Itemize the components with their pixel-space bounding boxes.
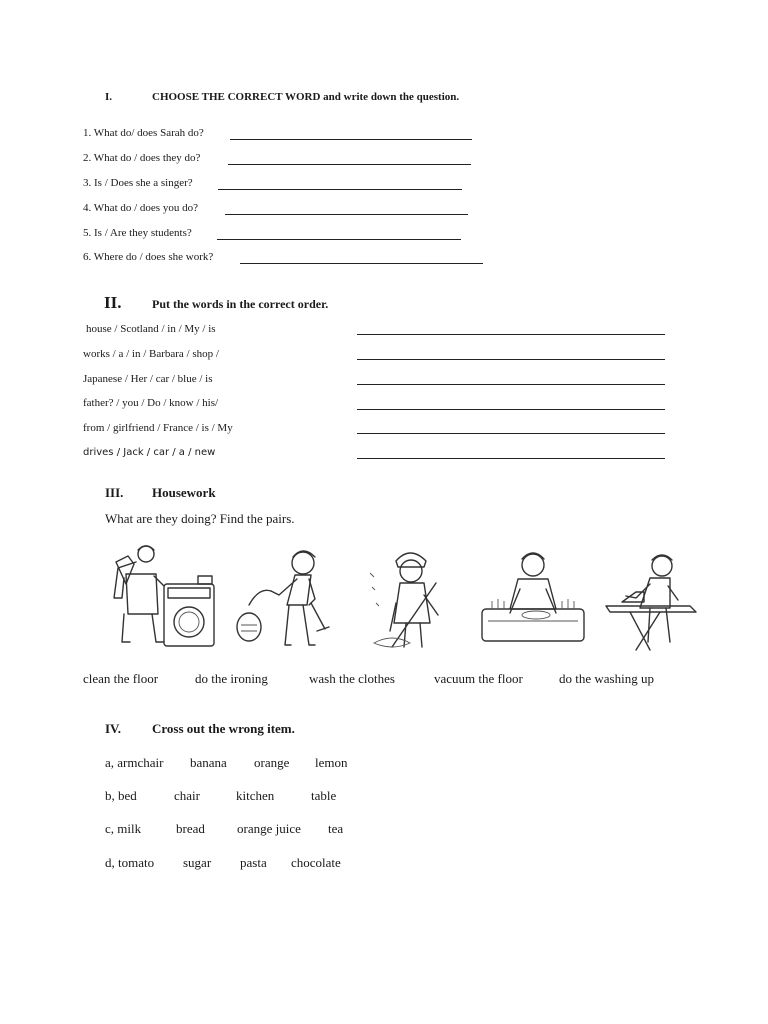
question-4: 4. What do / does you do? [83, 202, 198, 214]
answer-blank-6[interactable] [240, 263, 483, 264]
item-bed[interactable]: b, bed [105, 788, 137, 803]
washing-up-icon [478, 549, 588, 647]
word-order-blank-1[interactable] [357, 334, 665, 335]
answer-blank-5[interactable] [217, 239, 461, 240]
item-tea[interactable]: tea [328, 821, 344, 836]
item-table[interactable]: table [311, 788, 337, 803]
answer-blank-3[interactable] [218, 189, 462, 190]
section2-number: II. [104, 293, 122, 312]
word-order-blank-4[interactable] [357, 409, 665, 410]
section3-number: III. [105, 485, 124, 500]
question-3: 3. Is / Does she a singer? [83, 177, 193, 189]
word-order-blank-3[interactable] [357, 384, 665, 385]
section4-number: IV. [105, 721, 122, 736]
phrase-vacuum-the-floor: vacuum the floor [434, 671, 523, 686]
item-kitchen[interactable]: kitchen [236, 788, 275, 803]
item-armchair[interactable]: a, armchair [105, 755, 164, 770]
answer-blank-2[interactable] [228, 164, 471, 165]
washing-clothes-icon [102, 540, 220, 658]
word-order-item-6: drives / Jack / car / a / new [83, 447, 216, 458]
item-chair[interactable]: chair [174, 788, 200, 803]
word-order-blank-6[interactable] [357, 458, 665, 459]
answer-blank-1[interactable] [230, 139, 472, 140]
item-orange-juice[interactable]: orange juice [237, 821, 301, 836]
item-banana[interactable]: banana [190, 755, 227, 770]
item-orange[interactable]: orange [254, 755, 290, 770]
question-5: 5. Is / Are they students? [83, 227, 192, 239]
word-order-item-2: works / a / in / Barbara / shop / [83, 348, 219, 360]
answer-blank-4[interactable] [225, 214, 468, 215]
section3-title: Housework [152, 485, 216, 500]
item-sugar[interactable]: sugar [183, 855, 212, 870]
word-order-item-5: from / girlfriend / France / is / My [83, 422, 233, 434]
question-1: 1. What do/ does Sarah do? [83, 127, 204, 139]
item-pasta[interactable]: pasta [240, 855, 267, 870]
section1-title: CHOOSE THE CORRECT WORD and write down the question. [152, 91, 460, 103]
cleaning-floor-icon [366, 543, 456, 655]
item-bread[interactable]: bread [176, 821, 205, 836]
word-order-blank-5[interactable] [357, 433, 665, 434]
question-6: 6. Where do / does she work? [83, 251, 214, 263]
ironing-icon [600, 550, 700, 658]
item-chocolate[interactable]: chocolate [291, 855, 341, 870]
section3-instruction: What are they doing? Find the pairs. [105, 511, 295, 526]
word-order-blank-2[interactable] [357, 359, 665, 360]
item-tomato[interactable]: d, tomato [105, 855, 155, 870]
word-order-item-1: house / Scotland / in / My / is [86, 323, 216, 335]
section2-title: Put the words in the correct order. [152, 297, 329, 311]
section1-number: I. [105, 91, 113, 103]
phrase-wash-the-clothes: wash the clothes [309, 671, 395, 686]
phrase-clean-the-floor: clean the floor [83, 671, 159, 686]
item-milk[interactable]: c, milk [105, 821, 142, 836]
word-order-item-3: Japanese / Her / car / blue / is [83, 373, 213, 385]
word-order-item-4: father? / you / Do / know / his/ [83, 397, 219, 409]
section4-title: Cross out the wrong item. [152, 721, 295, 736]
vacuuming-icon [233, 545, 333, 657]
phrase-do-the-washing-up: do the washing up [559, 671, 654, 686]
phrase-do-the-ironing: do the ironing [195, 671, 268, 686]
question-2: 2. What do / does they do? [83, 152, 201, 164]
item-lemon[interactable]: lemon [315, 755, 348, 770]
